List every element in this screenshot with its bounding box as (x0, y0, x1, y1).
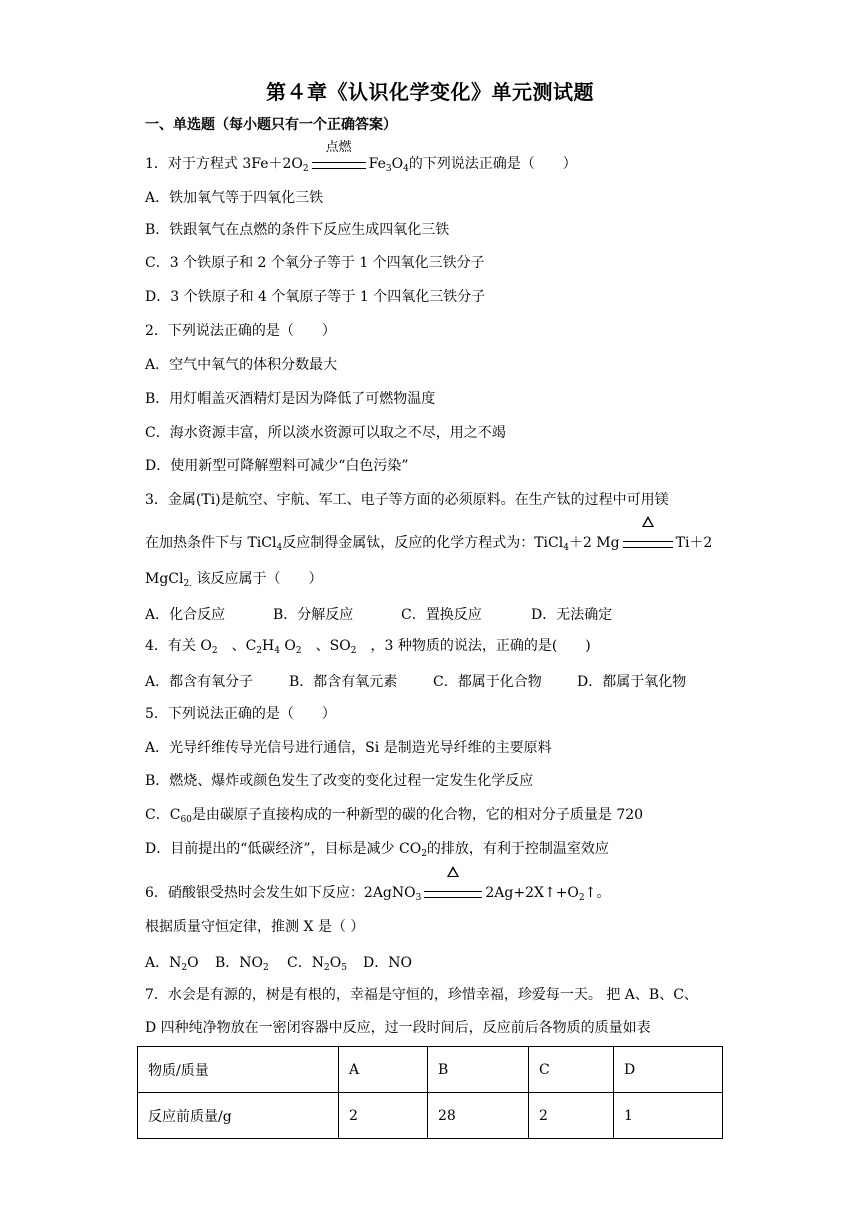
question-6-line-2: 根据质量守恒定律，推测 X 是（ ） (145, 919, 365, 935)
question-3-line-3: MgCl$_{2.}$ 该反应属于（ ） (145, 571, 323, 589)
question-5-option-c: C．$C_{60}$是由碳原子直接构成的一种新型的碳的化合物，它的相对分子质量是 720 (145, 807, 644, 825)
table-header-cell: D (614, 1047, 723, 1093)
table-header-row (138, 1047, 723, 1093)
question-6-options (145, 952, 412, 972)
question-1-option-b: B．铁跟氧气在点燃的条件下反应生成四氧化三铁 (145, 222, 450, 238)
question-4-options (145, 671, 686, 691)
question-5-stem: 5．下列说法正确的是（ ） (145, 706, 336, 722)
question-3-option-a: A．化合反应 (145, 607, 226, 623)
question-7-line-2: D 四种纯净物放在一密闭容器中反应，过一段时间后，反应前后各物质的质量如表 (145, 1020, 651, 1036)
question-2-option-d: D．使用新型可降解塑料可减少“白色污染” (145, 458, 409, 474)
question-2-option-b: B．用灯帽盖灭酒精灯是因为降低了可燃物温度 (145, 391, 436, 407)
question-3-line-1: 3．金属(Ti)是航空、宇航、军工、电子等方面的必须原料。在生产钛的过程中可用镁 (145, 492, 669, 508)
question-5-option-d: D．目前提出的“低碳经济”，目标是减少 $CO_2$的排放，有利于控制温室效应 (145, 841, 609, 859)
condition-heat-mark (621, 536, 675, 550)
table-cell: 反应前质量/g (138, 1093, 339, 1139)
table-cell: 28 (428, 1093, 529, 1139)
question-4-option-d: D．都属于氧化物 (577, 674, 687, 690)
question-1-option-a: A．铁加氧气等于四氧化三铁 (145, 190, 324, 206)
table-cell: 2 (529, 1093, 614, 1139)
question-6-stem: 6．硝酸银受热时会发生如下反应：2AgNO$_3$ $2Ag+2X↑+O_2↑$。 (145, 884, 610, 902)
question-6-option-a: A．$N_2O$ (145, 955, 199, 973)
question-1-stem: 1．对于方程式 $3Fe+2O_2$ 点燃 $Fe_3O_4$的下列说法正确是（ ） (145, 140, 577, 174)
question-3-options (145, 604, 612, 624)
section-heading: 一、单选题（每小题只有一个正确答案） (145, 117, 397, 133)
table-header-cell: A (339, 1047, 428, 1093)
table-header-cell: 物质/质量 (138, 1047, 339, 1093)
question-6-option-b: B．$NO_2$ (215, 955, 269, 973)
table-header-cell: C (529, 1047, 614, 1093)
table-cell: 2 (339, 1093, 428, 1139)
condition-heat-mark-2 (422, 886, 484, 900)
question-3-option-c: C．置换反应 (401, 607, 482, 623)
question-1-option-d: D．3 个铁原子和 4 个氧原子等于 1 个四氧化三铁分子 (145, 289, 486, 305)
question-5-option-a: A．光导纤维传导光信号进行通信，Si 是制造光导纤维的主要原料 (145, 740, 552, 756)
question-4-stem: 4．有关 $O_2$ 、$C_2H_4$ $O_2$ 、$SO_2$ ，3 种物质的说法，正确的是( ) (145, 638, 591, 656)
question-7-line-1: 7．水会是有源的，树是有根的，幸福是守恒的，珍惜幸福，珍爱每一天。 把 A、B、C、 (145, 987, 698, 1003)
question-1-option-c: C．3 个铁原子和 2 个氧分子等于 1 个四氧化三铁分子 (145, 255, 485, 271)
question-3-option-d: D．无法确定 (531, 607, 613, 623)
table-cell: 1 (614, 1093, 723, 1139)
question-2-stem: 2．下列说法正确的是（ ） (145, 323, 336, 339)
question-6-option-d: D．NO (363, 955, 412, 971)
question-4-option-c: C．都属于化合物 (433, 674, 542, 690)
table-row (138, 1093, 723, 1139)
question-6-option-c: C．$N_2O_5$ (287, 955, 347, 973)
question-3-line-2: 在加热条件下与 TiCl$_4$反应制得金属钛，反应的化学方程式为：TiCl$_4$＋2 Mg Ti＋2 (145, 534, 712, 552)
condition-ignite-mark: 点燃 (310, 157, 368, 171)
question-4-option-a: A．都含有氧分子 (145, 674, 254, 690)
mass-table (137, 1046, 723, 1139)
page-title: 第４章《认识化学变化》单元测试题 (266, 80, 594, 104)
question-4-option-b: B．都含有氧元素 (289, 674, 398, 690)
question-3-option-b: B．分解反应 (273, 607, 354, 623)
question-2-option-c: C．海水资源丰富，所以淡水资源可以取之不尽，用之不竭 (145, 425, 506, 441)
question-2-option-a: A．空气中氧气的体积分数最大 (145, 357, 338, 373)
table-header-cell: B (428, 1047, 529, 1093)
question-5-option-b: B．燃烧、爆炸或颜色发生了改变的变化过程一定发生化学反应 (145, 773, 534, 789)
